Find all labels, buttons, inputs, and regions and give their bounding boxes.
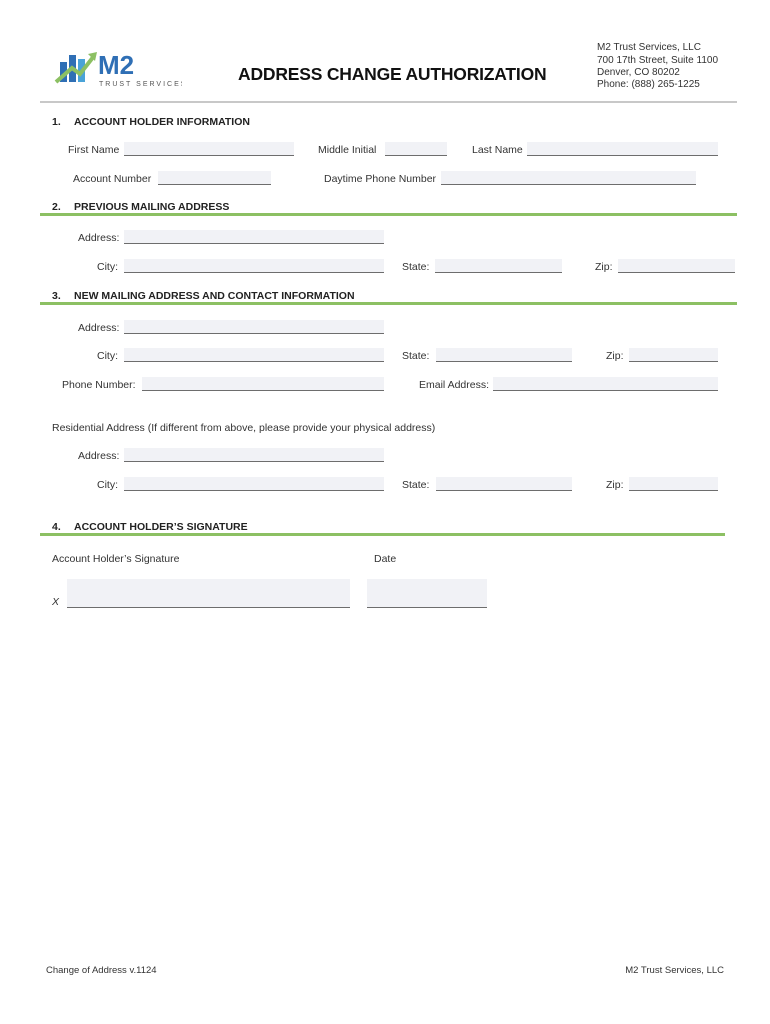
res-zip-label: Zip: bbox=[606, 479, 624, 491]
signature-x-mark: X bbox=[52, 596, 60, 608]
new-state-field[interactable] bbox=[436, 348, 572, 362]
res-city-field[interactable] bbox=[124, 477, 384, 491]
new-address-field[interactable] bbox=[124, 320, 384, 334]
prev-state-label: State: bbox=[402, 261, 430, 273]
company-street: 700 17th Street, Suite 1100 bbox=[597, 55, 719, 66]
account-number-label: Account Number bbox=[73, 173, 152, 185]
section3-number: 3. bbox=[52, 290, 61, 302]
res-zip-field[interactable] bbox=[629, 477, 718, 491]
res-address-label: Address: bbox=[78, 450, 120, 462]
section1-number: 1. bbox=[52, 116, 61, 128]
company-phone: Phone: (888) 265-1225 bbox=[597, 79, 700, 90]
company-name: M2 Trust Services, LLC bbox=[597, 42, 701, 53]
email-address-field[interactable] bbox=[493, 377, 718, 391]
daytime-phone-field[interactable] bbox=[441, 171, 696, 185]
phone-number-field[interactable] bbox=[142, 377, 384, 391]
prev-address-field[interactable] bbox=[124, 230, 384, 244]
section4-title: ACCOUNT HOLDER’S SIGNATURE bbox=[74, 521, 248, 533]
prev-state-field[interactable] bbox=[435, 259, 562, 273]
res-address-field[interactable] bbox=[124, 448, 384, 462]
header-divider bbox=[40, 101, 737, 103]
last-name-field[interactable] bbox=[527, 142, 718, 156]
date-field[interactable] bbox=[367, 579, 487, 608]
signature-label: Account Holder’s Signature bbox=[52, 553, 180, 565]
prev-zip-label: Zip: bbox=[595, 261, 613, 273]
res-state-field[interactable] bbox=[436, 477, 572, 491]
prev-zip-field[interactable] bbox=[618, 259, 735, 273]
new-city-label: City: bbox=[97, 350, 118, 362]
prev-city-label: City: bbox=[97, 261, 118, 273]
section3-title: NEW MAILING ADDRESS AND CONTACT INFORMATION bbox=[74, 290, 355, 302]
company-city: Denver, CO 80202 bbox=[597, 67, 680, 78]
email-address-label: Email Address: bbox=[419, 379, 490, 391]
section4-rule bbox=[40, 533, 725, 536]
section4-number: 4. bbox=[52, 521, 61, 533]
residential-address-note: Residential Address (If different from above, please provide your physical address) bbox=[52, 422, 436, 434]
section3-rule bbox=[40, 302, 737, 305]
prev-city-field[interactable] bbox=[124, 259, 384, 273]
res-city-label: City: bbox=[97, 479, 118, 491]
logo-text: M2 bbox=[98, 50, 135, 80]
footer-company: M2 Trust Services, LLC bbox=[625, 965, 724, 976]
account-number-field[interactable] bbox=[158, 171, 271, 185]
footer-version: Change of Address v.1124 bbox=[46, 965, 157, 976]
logo-subtext: TRUST SERVICES bbox=[99, 81, 182, 88]
section1-title: ACCOUNT HOLDER INFORMATION bbox=[74, 116, 250, 128]
middle-initial-field[interactable] bbox=[385, 142, 447, 156]
res-state-label: State: bbox=[402, 479, 430, 491]
new-state-label: State: bbox=[402, 350, 430, 362]
last-name-label: Last Name bbox=[472, 144, 523, 156]
section2-rule bbox=[40, 213, 737, 216]
first-name-label: First Name bbox=[68, 144, 120, 156]
daytime-phone-label: Daytime Phone Number bbox=[324, 173, 437, 185]
company-logo bbox=[52, 42, 182, 92]
first-name-field[interactable] bbox=[124, 142, 294, 156]
section2-number: 2. bbox=[52, 201, 61, 213]
prev-address-label: Address: bbox=[78, 232, 120, 244]
middle-initial-label: Middle Initial bbox=[318, 144, 377, 156]
new-zip-label: Zip: bbox=[606, 350, 624, 362]
new-city-field[interactable] bbox=[124, 348, 384, 362]
signature-field[interactable] bbox=[67, 579, 350, 608]
new-address-label: Address: bbox=[78, 322, 120, 334]
document-title: ADDRESS CHANGE AUTHORIZATION bbox=[238, 64, 547, 84]
section2-title: PREVIOUS MAILING ADDRESS bbox=[74, 201, 230, 213]
logo-graphic bbox=[52, 42, 182, 92]
date-label: Date bbox=[374, 553, 397, 565]
phone-number-label: Phone Number: bbox=[62, 379, 136, 391]
new-zip-field[interactable] bbox=[629, 348, 718, 362]
